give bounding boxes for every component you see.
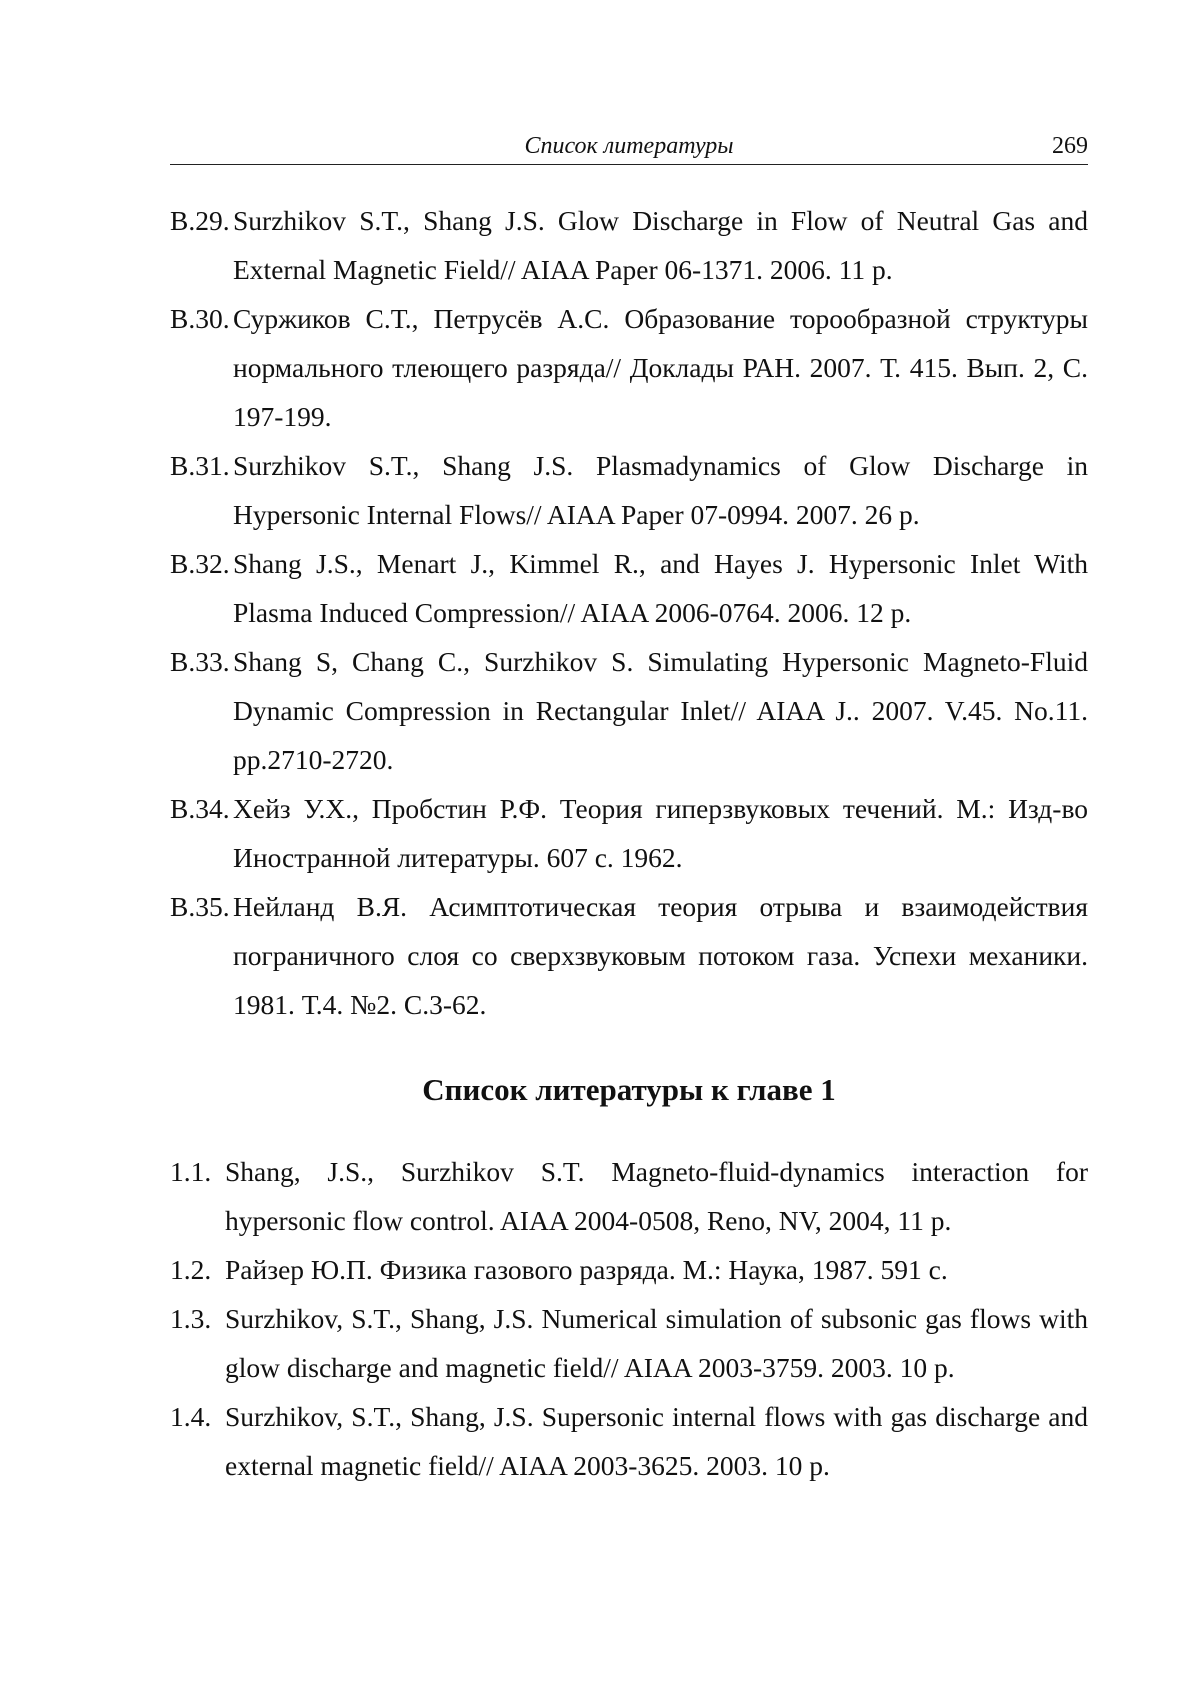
reference-number: B.32.: [170, 548, 230, 579]
reference-item: [170, 196, 1088, 294]
reference-item: [170, 1245, 1088, 1294]
reference-item: [170, 784, 1088, 882]
reference-text: Хейз У.Х., Пробстин Р.Ф. Теория гиперзвуковых течений. М.: Изд-во Иностранной литературы. 607 с. 1962.: [233, 793, 1088, 873]
reference-number: B.35.: [170, 891, 230, 922]
reference-number: 1.1.: [170, 1156, 212, 1187]
reference-item: [170, 294, 1088, 441]
reference-text: Shang J.S., Menart J., Kimmel R., and Hayes J. Hypersonic Inlet With Plasma Induced Compression// AIAA 2006-0764. 2006. 12 p.: [233, 548, 1088, 628]
reference-number: 1.2.: [170, 1254, 212, 1285]
reference-number: B.29.: [170, 205, 230, 236]
reference-item: [170, 1147, 1088, 1245]
reference-text: Shang S, Chang C., Surzhikov S. Simulating Hypersonic Magneto-Fluid Dynamic Compression in Rectangular Inlet// AIAA J.. 2007. V.45. No.11. pp.2710-2720.: [233, 646, 1088, 775]
reference-item: [170, 1294, 1088, 1392]
section-heading: Список литературы к главе 1: [422, 1072, 836, 1107]
reference-text: Surzhikov S.T., Shang J.S. Plasmadynamics of Glow Discharge in Hypersonic Internal Flows// AIAA Paper 07-0994. 2007. 26 p.: [233, 450, 1088, 530]
reference-number: B.33.: [170, 646, 230, 677]
reference-text: Surzhikov S.T., Shang J.S. Glow Discharge in Flow of Neutral Gas and External Magnetic Field// AIAA Paper 06-1371. 2006. 11 p.: [233, 205, 1088, 285]
reference-text: Shang, J.S., Surzhikov S.T. Magneto-fluid-dynamics interaction for hypersonic flow control. AIAA 2004-0508, Reno, NV, 2004, 11 p.: [225, 1156, 1088, 1236]
reference-item: [170, 539, 1088, 637]
reference-number: 1.3.: [170, 1303, 212, 1334]
page-number: 269: [1052, 133, 1088, 159]
reference-item: [170, 882, 1088, 1029]
reference-number: 1.4.: [170, 1401, 212, 1432]
reference-text: Нейланд В.Я. Асимптотическая теория отрыва и взаимодействия пограничного слоя со сверхзвуковым потоком газа. Успехи механики. 1981. Т.4. №2. С.3-62.: [233, 891, 1088, 1020]
reference-item: [170, 441, 1088, 539]
reference-list-b: [170, 196, 1088, 1029]
reference-item: [170, 1392, 1088, 1490]
reference-list-chapter-1: [170, 1147, 1088, 1490]
reference-number: B.30.: [170, 303, 230, 334]
reference-item: [170, 637, 1088, 784]
reference-text: Райзер Ю.П. Физика газового разряда. М.: Наука, 1987. 591 с.: [225, 1254, 948, 1285]
reference-text: Суржиков С.Т., Петрусёв А.С. Образование торообразной структуры нормального тлеющего разряда// Доклады РАН. 2007. Т. 415. Вып. 2, С. 197-199.: [233, 303, 1088, 432]
running-title: Список литературы: [524, 133, 734, 159]
page-header: [170, 128, 1088, 165]
reference-text: Surzhikov, S.T., Shang, J.S. Numerical simulation of subsonic gas flows with glow discharge and magnetic field// AIAA 2003-3759. 2003. 10 p.: [225, 1303, 1088, 1383]
reference-text: Surzhikov, S.T., Shang, J.S. Supersonic internal flows with gas discharge and external magnetic field// AIAA 2003-3625. 2003. 10 p.: [225, 1401, 1088, 1481]
reference-number: B.31.: [170, 450, 230, 481]
reference-number: B.34.: [170, 793, 230, 824]
